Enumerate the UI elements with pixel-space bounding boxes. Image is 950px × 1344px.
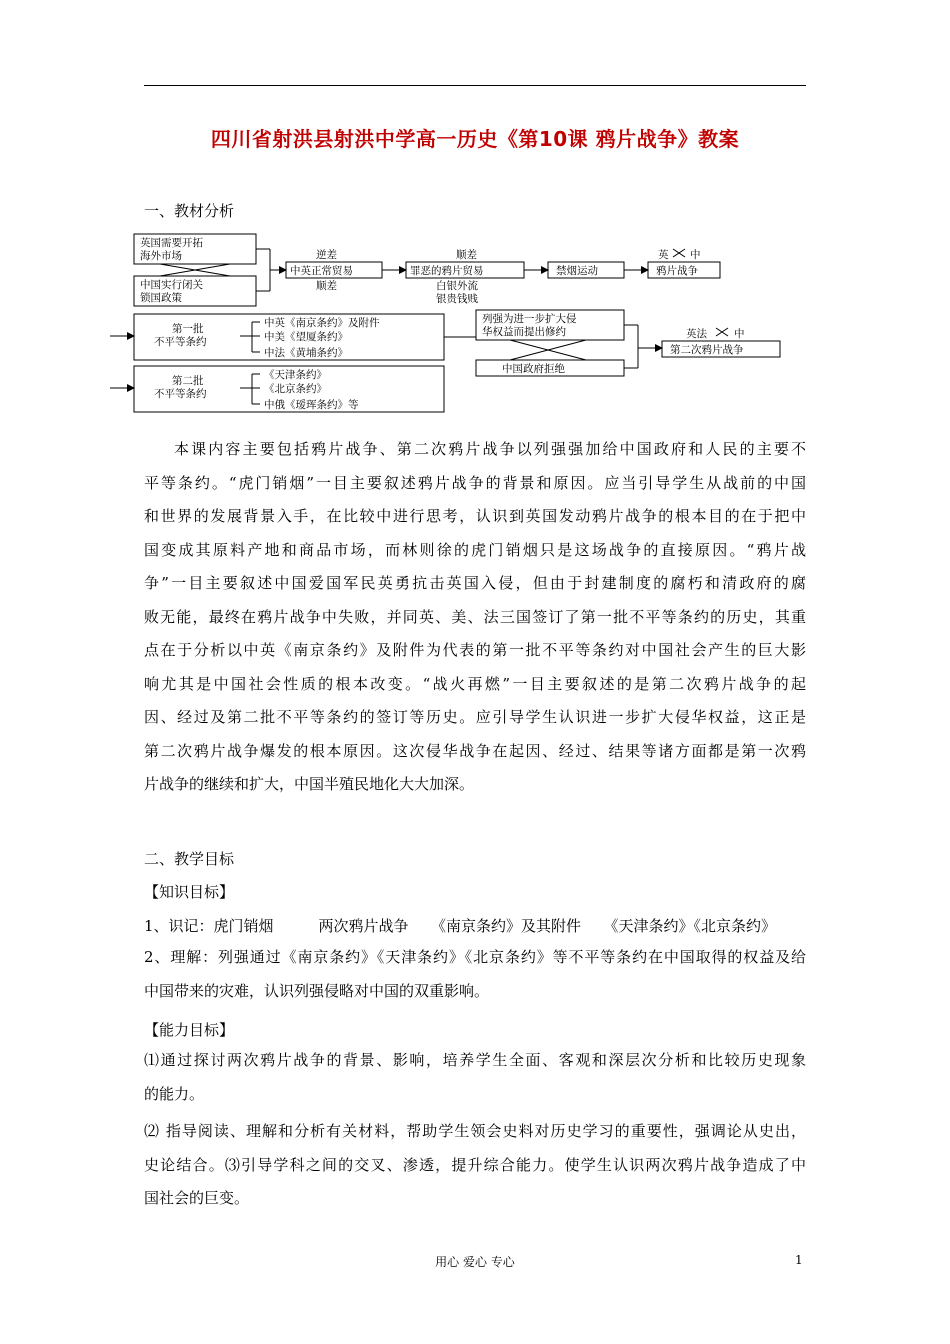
label-second-war: 第二次鸦片战争 bbox=[670, 344, 744, 356]
second-batch-line1: 第二批 bbox=[172, 375, 204, 387]
ability-item-1 bbox=[144, 1044, 806, 1111]
analysis-paragraph bbox=[144, 433, 806, 802]
label-ban-movement: 禁烟运动 bbox=[556, 265, 598, 277]
knowledge-heading: 【知识目标】 bbox=[144, 883, 235, 901]
second-batch-line2: 不平等条约 bbox=[154, 388, 207, 400]
treaty-tianjin: 《天津条约》 bbox=[264, 369, 327, 381]
para-line: 国社会的巨变。 bbox=[144, 1189, 250, 1207]
ability-heading: 【能力目标】 bbox=[144, 1021, 235, 1039]
para-line: 的能力。 bbox=[144, 1084, 205, 1103]
para-line: 响尤其是中国社会性质的根本改变。“战火再燃”一目主要叙述的是第二次鸦片战争的起 bbox=[144, 674, 806, 693]
para-line: 第二次鸦片战争爆发的根本原因。这次侵华战争在起因、经过、结果等诸方面都是第一次鸦 bbox=[144, 741, 806, 760]
treaty-nanjing: 中英《南京条约》及附件 bbox=[264, 317, 380, 329]
label-ukfr: 英法 bbox=[686, 328, 707, 340]
para-line: 中国带来的灾难，认识列强侵略对中国的双重影响。 bbox=[144, 981, 490, 1000]
para-line: 和世界的发展背景入手，在比较中进行思考，认识到英国发动鸦片战争的根本目的在于把中 bbox=[144, 507, 806, 525]
page-footer: 用心 爱心 专心 bbox=[435, 1255, 515, 1269]
box-refuse: 中国政府拒绝 bbox=[502, 363, 565, 375]
box-britain-line2: 海外市场 bbox=[140, 250, 182, 262]
box-china-line1: 中国实行闭关 bbox=[140, 279, 203, 291]
para-line: 平等条约。“虎门销烟”一目主要叙述鸦片战争的背景和原因。应当引导学生从战前的中国 bbox=[144, 473, 806, 492]
box-powers-line2: 华权益而提出修约 bbox=[482, 326, 566, 338]
label-deficit: 逆差 bbox=[316, 249, 337, 261]
para-line: 败无能，最终在鸦片战争中失败，并同英、美、法三国签订了第一批不平等条约的历史，其重 bbox=[144, 607, 806, 626]
label-silver-value: 银贵钱贱 bbox=[436, 293, 478, 305]
label-uk: 英 bbox=[658, 249, 669, 261]
first-batch-line1: 第一批 bbox=[172, 323, 204, 335]
box-powers-line1: 列强为进一步扩大侵 bbox=[482, 313, 577, 325]
header-rule bbox=[144, 85, 806, 86]
box-britain-line1: 英国需要开拓 bbox=[140, 237, 203, 249]
treaty-aigun: 中俄《瑷珲条约》等 bbox=[264, 399, 359, 411]
label-surplus-top: 顺差 bbox=[456, 249, 477, 261]
section-heading-analysis: 一、教材分析 bbox=[144, 202, 235, 220]
label-china-2: 中 bbox=[734, 328, 745, 340]
para-line: 国变成其原料产地和商品市场，而林则徐的虎门销烟只是这场战争的直接原因。“鸦片战 bbox=[144, 540, 806, 559]
box-china-line2: 锁国政策 bbox=[140, 292, 182, 304]
treaty-beijing: 《北京条约》 bbox=[264, 383, 327, 395]
section-heading-objectives: 二、教学目标 bbox=[144, 850, 235, 868]
para-line: 因、经过及第二批不平等条约的签订等历史。应引导学生认识进一步扩大侵华权益，这正是 bbox=[144, 708, 806, 726]
label-opium-war: 鸦片战争 bbox=[656, 265, 698, 277]
para-line: 点在于分析以中英《南京条约》及附件为代表的第一批不平等条约对中国社会产生的巨大影 bbox=[144, 641, 806, 659]
page-number: 1 bbox=[795, 1253, 803, 1267]
para-line: ⑵ 指导阅读、理解和分析有关材料，帮助学生领会史料对历史学习的重要性，强调论从史出， bbox=[144, 1122, 806, 1140]
treaty-huangpu: 中法《黄埔条约》 bbox=[264, 347, 348, 359]
label-silver-outflow: 白银外流 bbox=[436, 280, 478, 292]
para-line: 本课内容主要包括鸦片战争、第二次鸦片战争以列强强加给中国政府和人民的主要不 bbox=[174, 440, 806, 458]
label-opium-trade: 罪恶的鸦片贸易 bbox=[410, 265, 484, 277]
knowledge-item-2 bbox=[144, 941, 806, 1008]
first-batch-line2: 不平等条约 bbox=[154, 336, 207, 348]
label-surplus-below: 顺差 bbox=[316, 280, 337, 292]
para-line: 片战争的继续和扩大，中国半殖民地化大大加深。 bbox=[144, 775, 475, 793]
label-china: 中 bbox=[690, 249, 701, 261]
ability-item-2 bbox=[144, 1115, 806, 1216]
knowledge-item-1: 1、识记：虎门销烟 两次鸦片战争 《南京条约》及其附件 《天津条约》《北京条约》 bbox=[144, 917, 777, 935]
para-line: ⑴通过探讨两次鸦片战争的背景、影响，培养学生全面、客观和深层次分析和比较历史现象 bbox=[144, 1051, 806, 1069]
para-line: 争”一目主要叙述中国爱国军民英勇抗击英国入侵，但由于封建制度的腐朽和清政府的腐 bbox=[144, 574, 806, 592]
flow-diagram bbox=[110, 228, 790, 416]
document-title: 四川省射洪县射洪中学高一历史《第10课 鸦片战争》教案 bbox=[210, 127, 740, 151]
label-normal-trade: 中英正常贸易 bbox=[290, 265, 353, 277]
para-line: 2、理解：列强通过《南京条约》《天津条约》《北京条约》等不平等条约在中国取得的权益及给 bbox=[144, 948, 806, 966]
treaty-wangxia: 中美《望厦条约》 bbox=[264, 331, 348, 343]
para-line: 史论结合。⑶引导学科之间的交叉、渗透，提升综合能力。使学生认识两次鸦片战争造成了中 bbox=[144, 1155, 806, 1174]
